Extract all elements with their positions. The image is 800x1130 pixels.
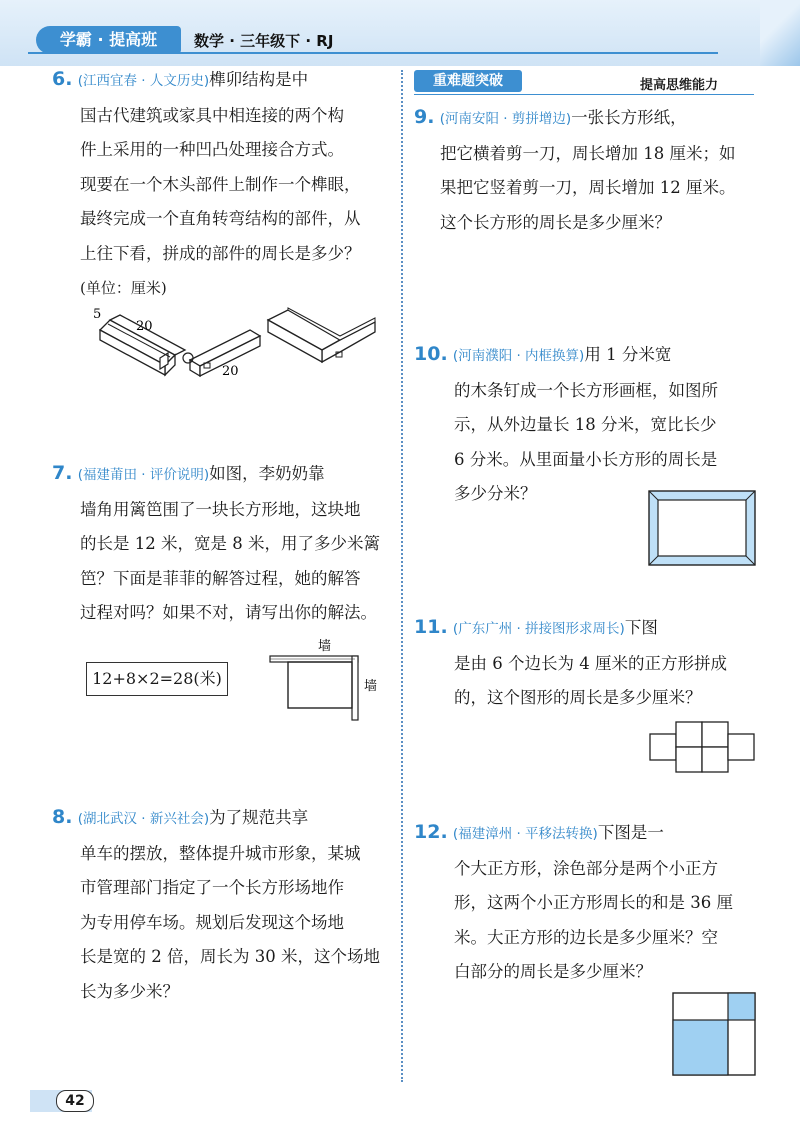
problem-text: 一张长方形纸， bbox=[571, 108, 687, 127]
problem-text: 果把它竖着剪一刀，周长增加 12 厘米。 bbox=[440, 178, 736, 197]
big-square-figure bbox=[672, 992, 758, 1078]
problem-text: 多少分米？ bbox=[454, 484, 537, 503]
problem-tag: (福建漳州 · 平移法转换) bbox=[452, 826, 598, 842]
problem-text: 国古代建筑或家具中相连接的两个构 bbox=[80, 105, 344, 125]
problem-text: 示，从外边量长 18 分米，宽比长少 bbox=[454, 415, 717, 434]
problem-text: 6 分米。从里面量小长方形的周长是 bbox=[454, 449, 718, 469]
problem-text: 形，这两个小正方形周长的和是 36 厘 bbox=[454, 893, 733, 912]
problem-10 bbox=[414, 337, 718, 512]
picture-frame-figure bbox=[648, 490, 758, 568]
problem-number: 12. bbox=[414, 821, 448, 843]
page-header bbox=[0, 0, 800, 66]
wall-label-right: 墙 bbox=[364, 679, 378, 694]
page-number: 42 bbox=[56, 1090, 94, 1112]
problem-number: 8. bbox=[52, 806, 73, 828]
problem-unit: (单位：厘米) bbox=[80, 279, 167, 297]
problem-7 bbox=[52, 456, 380, 631]
problem-tag: (江西宜春 · 人文历史) bbox=[77, 73, 210, 89]
problem-text: 榫卯结构是中 bbox=[209, 70, 309, 89]
problem-number: 7. bbox=[52, 462, 73, 484]
problem-text: 米。大正方形的边长是多少厘米？空 bbox=[454, 927, 718, 947]
page-number-badge bbox=[30, 1090, 92, 1112]
fence-wall-figure bbox=[268, 638, 388, 728]
student-formula-box: 12+8×2=28(米) bbox=[86, 662, 228, 696]
section-subtitle: 提高思维能力 bbox=[640, 78, 719, 93]
problem-number: 10. bbox=[414, 343, 448, 365]
book-title: 数学 · 三年级下 · RJ bbox=[194, 32, 334, 50]
problem-tag: (河南濮阳 · 内框换算) bbox=[452, 348, 585, 364]
brand-label: 学霸 · 提高班 bbox=[36, 26, 181, 54]
problem-text: 件上采用的一种凹凸处理接合方式。 bbox=[80, 140, 344, 159]
problem-text: 如图，李奶奶靠 bbox=[209, 464, 325, 483]
problem-tag: (河南安阳 · 剪拼增边) bbox=[439, 111, 572, 127]
page-fold-decoration bbox=[760, 0, 800, 66]
problem-text: 的木条钉成一个长方形画框，如图所 bbox=[454, 380, 718, 400]
problem-text: 为了规范共享 bbox=[209, 808, 309, 827]
problem-number: 11. bbox=[414, 616, 448, 638]
mortise-tenon-figure bbox=[90, 300, 390, 380]
problem-number: 9. bbox=[414, 106, 435, 128]
problem-text: 白部分的周长是多少厘米？ bbox=[454, 962, 652, 981]
problem-text: 市管理部门指定了一个长方形场地作 bbox=[80, 878, 344, 897]
problem-text: 长为多少米？ bbox=[80, 981, 179, 1001]
problem-text: 墙角用篱笆围了一块长方形地，这块地 bbox=[80, 499, 361, 519]
problem-9 bbox=[414, 100, 736, 240]
problem-text: 用 1 分米宽 bbox=[584, 345, 672, 364]
problem-tag: (福建莆田 · 评价说明) bbox=[77, 467, 210, 483]
problem-text: 把它横着剪一刀，周长增加 18 厘米；如 bbox=[440, 143, 736, 163]
six-squares-figure bbox=[650, 722, 760, 772]
problem-text: 笆？下面是菲菲的解答过程，她的解答 bbox=[80, 568, 361, 588]
problem-text: 长是宽的 2 倍，周长为 30 米，这个场地 bbox=[80, 947, 380, 966]
problem-tag: (湖北武汉 · 新兴社会) bbox=[77, 811, 210, 827]
problem-8 bbox=[52, 800, 380, 1009]
problem-text: 下图 bbox=[624, 618, 658, 637]
problem-tag: (广东广州 · 拼接图形求周长) bbox=[452, 621, 625, 637]
problem-12 bbox=[414, 815, 733, 990]
section-tag: 重难题突破 bbox=[414, 70, 522, 92]
problem-text: 是由 6 个边长为 4 厘米的正方形拼成 bbox=[454, 653, 727, 673]
problem-text: 的长是 12 米，宽是 8 米，用了多少米篱 bbox=[80, 534, 380, 553]
figure-label: 5 bbox=[93, 307, 102, 322]
problem-text: 最终完成一个直角转弯结构的部件，从 bbox=[80, 209, 361, 228]
problem-text: 单车的摆放，整体提升城市形象，某城 bbox=[80, 843, 361, 863]
problem-text: 的，这个图形的周长是多少厘米？ bbox=[454, 688, 702, 707]
problem-text: 过程对吗？如果不对，请写出你的解法。 bbox=[80, 603, 377, 622]
problem-text: 下图是一 bbox=[597, 823, 664, 842]
column-divider bbox=[401, 70, 403, 1082]
problem-text: 为专用停车场。规划后发现这个场地 bbox=[80, 912, 344, 932]
problem-number: 6. bbox=[52, 68, 73, 90]
problem-text: 个大正方形，涂色部分是两个小正方 bbox=[454, 858, 718, 878]
figure-label: 20 bbox=[222, 364, 239, 379]
figure-label: 20 bbox=[136, 319, 153, 334]
problem-text: 上往下看，拼成的部件的周长是多少？ bbox=[80, 243, 361, 263]
problem-text: 现要在一个木头部件上制作一个榫眼， bbox=[80, 174, 361, 194]
section-rule bbox=[414, 94, 754, 95]
wall-label-top: 墙 bbox=[318, 639, 332, 654]
problem-11 bbox=[414, 610, 727, 716]
problem-text: 这个长方形的周长是多少厘米？ bbox=[440, 212, 671, 232]
problem-6 bbox=[52, 62, 361, 306]
